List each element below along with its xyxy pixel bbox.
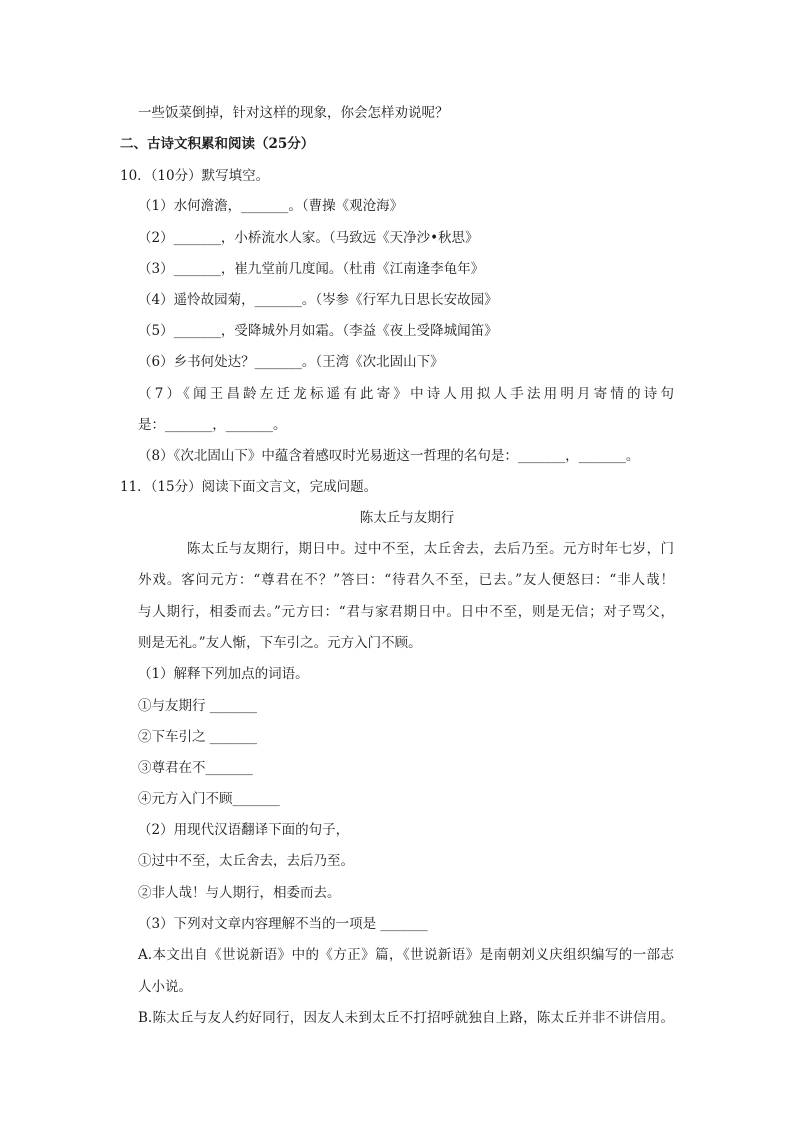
vocab-item: ④元方入门不顾_______	[138, 791, 280, 807]
vocab-item: ②下车引之 _______	[138, 729, 258, 745]
sub-question: （1）解释下列加点的词语。	[138, 666, 309, 682]
fill-blank-item: （6）乡书何处达？_______。（王湾《次北固山下》	[138, 354, 444, 370]
passage-line: 外戏。客问元方：“尊君在不？”答曰：“待君久不至，已去。”友人便怒曰：“非人哉！	[138, 572, 674, 588]
choice-a-continued: 人小说。	[138, 979, 192, 995]
question-title: 11．（15分）阅读下面文言文，完成问题。	[120, 479, 378, 495]
choice-b: B.陈太丘与友人约好同行，因友人未到太丘不打招呼就独自上路，陈太丘并非不讲信用。	[138, 1010, 674, 1026]
fill-blank-item: （2）_______，小桥流水人家。（马致远《天净沙•秋思》	[138, 230, 479, 246]
vocab-item: ③尊君在不_______	[138, 760, 253, 776]
fill-blank-item: （1）水何澹澹，_______。（曹操《观沧海》	[138, 198, 404, 214]
passage-line: 陈太丘与友期行，期日中。过中不至，太丘舍去，去后乃至。元方时年七岁，门	[187, 541, 674, 557]
passage-line: 与人期行，相委而去。”元方曰：“君与家君期日中。日中不至，则是无信；对子骂父，	[138, 604, 674, 620]
sub-question: （3）下列对文章内容理解不当的一项是 _______	[138, 916, 428, 932]
choice-a: A.本文出自《世说新语》中的《方正》篇，《世说新语》是南朝刘义庆组织编写的一部志	[138, 947, 674, 963]
fill-blank-item: （3）_______，崔九堂前几度闻。（杜甫《江南逢李龟年》	[138, 261, 485, 277]
fill-blank-item: （8）《次北固山下》中蕴含着感叹时光易逝这一哲理的名句是：_______，_______。	[138, 448, 640, 464]
fill-blank-item: （7）《闻王昌龄左迁龙标遥有此寄》中诗人用拟人手法用明月寄情的诗句	[138, 386, 674, 402]
fill-blank-item: （4）遥怜故园菊，_______。（岑参《行军九日思长安故园》	[138, 292, 498, 308]
section-heading: 二、古诗文积累和阅读（25分）	[120, 136, 315, 152]
passage-title: 陈太丘与友期行	[359, 510, 455, 526]
translate-item: ①过中不至，太丘舍去，去后乃至。	[138, 853, 354, 869]
fill-blank-item-continued: 是：_______，_______。	[138, 417, 287, 433]
vocab-item: ①与友期行 _______	[138, 698, 258, 714]
translate-item: ②非人哉！与人期行，相委而去。	[138, 885, 341, 901]
fill-blank-item: （5）_______，受降城外月如霜。（李益《夜上受降城闻笛》	[138, 323, 498, 339]
text-line: 一些饭菜倒掉，针对这样的现象，你会怎样劝说呢？	[138, 105, 449, 121]
question-title: 10．（10分）默写填空。	[120, 168, 270, 184]
passage-line: 则是无礼。”友人惭，下车引之。元方入门不顾。	[138, 635, 422, 651]
sub-question: （2）用现代汉语翻译下面的句子，	[138, 822, 350, 838]
